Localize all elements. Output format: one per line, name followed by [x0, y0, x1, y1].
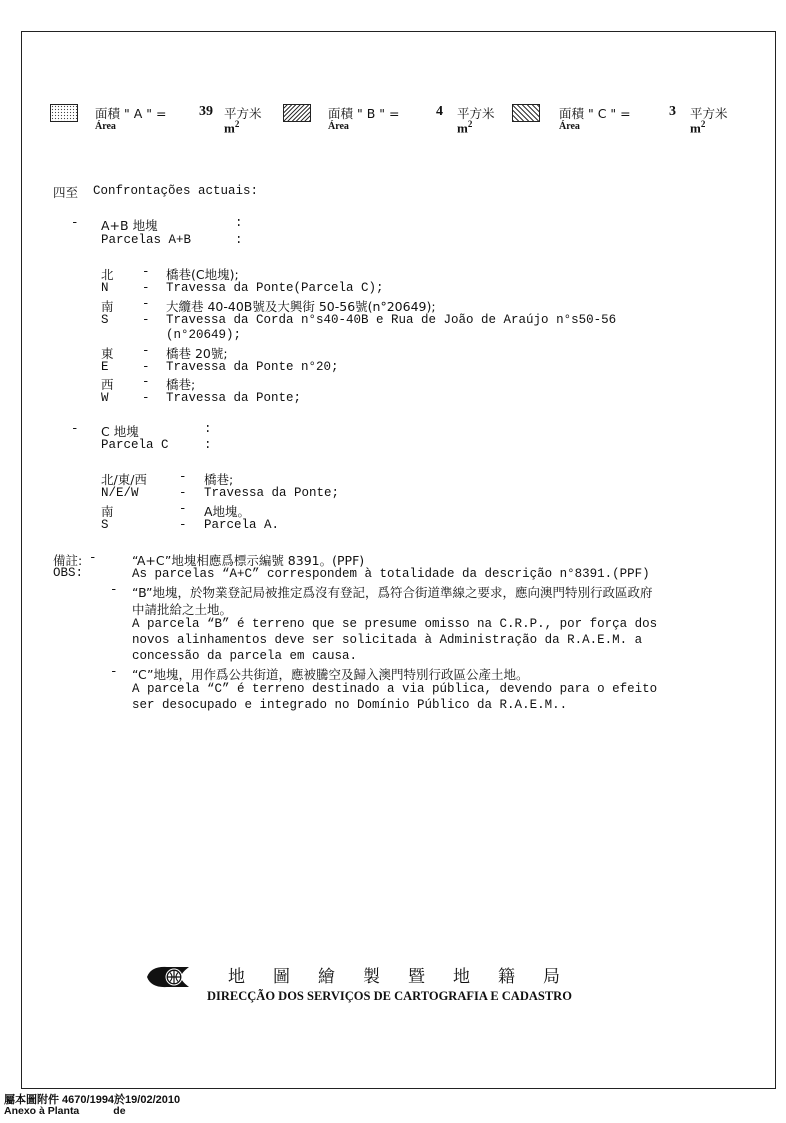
note-line: 中請批給之土地。 [132, 602, 233, 617]
area-b-unit: 平方米 [457, 106, 495, 121]
dscc-logo-icon [145, 963, 193, 991]
boundary-direction: 西 [101, 377, 114, 392]
boundary-separator: - [142, 297, 150, 311]
boundary-description: 橋巷(C地塊); [166, 267, 239, 282]
note-line: concessão da parcela em causa. [132, 649, 358, 663]
boundary-separator: - [142, 360, 150, 374]
section-title-zh: 四至 [53, 185, 79, 200]
boundary-separator: - [179, 518, 187, 532]
boundary-direction: 南 [101, 504, 114, 519]
note-line: “B”地塊，於物業登記局被推定爲沒有登記，爲符合街道準線之要求，應向澳門特別行政區政府 [132, 585, 653, 600]
boundary-description: Travessa da Ponte; [204, 486, 340, 500]
boundary-description: Parcela A. [204, 518, 280, 532]
boundary-description: Travessa da Ponte n°20; [166, 360, 339, 374]
boundary-description: A地塊。 [204, 504, 251, 519]
parcel-c-colon: : [204, 422, 212, 436]
dotted-pattern-swatch [50, 104, 78, 122]
parcel-c-heading-pt: Parcela C [101, 438, 169, 452]
boundary-direction: E [101, 360, 109, 374]
parcel-c-dash: - [71, 422, 79, 436]
area-c-label-pt: Área [559, 121, 580, 132]
boundary-direction: N [101, 281, 109, 295]
org-name-zh: 地圖繪製暨地籍局 [228, 967, 588, 987]
boundary-direction: S [101, 518, 109, 532]
notes-label-zh: 備註: [53, 553, 83, 568]
note-line: novos alinhamentos deve ser solicitada à Administração da R.A.E.M. a [132, 633, 643, 647]
parcel-ab-dash: - [71, 216, 79, 230]
boundary-description: 橋巷; [166, 377, 196, 392]
section-title-pt: Confrontações actuais: [93, 184, 259, 198]
boundary-direction: W [101, 391, 109, 405]
area-b-label-pt: Área [328, 121, 349, 132]
boundary-direction: 東 [101, 346, 114, 361]
boundary-description: 大纜巷 40-40B號及大興街 50-56號(n°20649); [166, 299, 436, 314]
boundary-separator: - [142, 344, 150, 358]
footer-annex-label: Anexo à Planta [4, 1105, 80, 1117]
area-b-unit-symbol: $m^2$ [457, 119, 473, 136]
parcel-c-heading-zh: C 地塊 [101, 424, 139, 439]
boundary-separator: - [142, 313, 150, 327]
boundary-separator: - [142, 265, 150, 279]
boundary-separator: - [142, 375, 150, 389]
boundary-description: 橋巷 20號; [166, 346, 228, 361]
area-a-label: 面積 " A " = [95, 106, 167, 121]
boundary-description: Travessa da Ponte(Parcela C); [166, 281, 384, 295]
boundary-separator: - [142, 281, 150, 295]
boundary-description: Travessa da Corda n°s40-40B e Rua de João de Araújo n°s50-56 [166, 313, 617, 327]
note-line: “C”地塊，用作爲公共街道，應被騰空及歸入澳門特別行政區公產土地。 [132, 667, 529, 682]
note-line: A parcela “C” é terreno destinado a via pública, devendo para o efeito [132, 682, 658, 696]
parcel-c-colon-pt: : [204, 438, 212, 452]
boundary-direction: 南 [101, 299, 114, 314]
note-dash: - [110, 665, 118, 679]
area-c-unit: 平方米 [690, 106, 728, 121]
notes-label-pt: OBS: [53, 566, 84, 580]
parcel-ab-heading-zh: A+B 地塊 [101, 218, 158, 233]
hatch-down-pattern-swatch [283, 104, 311, 122]
parcel-ab-colon: : [235, 216, 243, 230]
area-c-value: 3 [669, 104, 676, 119]
boundary-separator: - [179, 470, 187, 484]
area-a-label-pt: Área [95, 121, 116, 132]
area-b-label: 面積 " B " = [328, 106, 400, 121]
boundary-description: (n°20649); [166, 328, 242, 342]
hatch-up-pattern-swatch [512, 104, 540, 122]
org-name-pt: DIRECÇÃO DOS SERVIÇOS DE CARTOGRAFIA E CADASTRO [207, 989, 572, 1003]
note-line: As parcelas “A+C” correspondem à totalidade da descrição n°8391.(PPF) [132, 567, 650, 581]
parcel-ab-heading-pt: Parcelas A+B [101, 233, 192, 247]
footer-annex-pt [4, 1105, 126, 1117]
note-dash: - [110, 583, 118, 597]
boundary-separator: - [179, 502, 187, 516]
footer-annex-zh: 屬本圖附件 4670/1994於19/02/2010 [4, 1094, 181, 1106]
area-a-unit-symbol: $m^2$ [224, 119, 240, 136]
boundary-direction: 北 [101, 267, 114, 282]
area-a-unit: 平方米 [224, 106, 262, 121]
boundary-separator: - [179, 486, 187, 500]
area-c-label: 面積 " C " = [559, 106, 631, 121]
area-a-value: 39 [199, 104, 213, 119]
area-legend [50, 104, 750, 140]
note-line: ser desocupado e integrado no Domínio Público da R.A.E.M.. [132, 698, 568, 712]
boundary-description: Travessa da Ponte; [166, 391, 302, 405]
area-c-unit-symbol: $m^2$ [690, 119, 706, 136]
note-line: “A+C”地塊相應爲標示編號 8391。(PPF) [132, 553, 365, 568]
footer-annex-de: de [113, 1105, 126, 1117]
parcel-ab-colon-pt: : [235, 233, 243, 247]
note-line: A parcela “B” é terreno que se presume omisso na C.R.P., por força dos [132, 617, 658, 631]
boundary-direction: N/E/W [101, 486, 139, 500]
boundary-direction: S [101, 313, 109, 327]
area-b-value: 4 [436, 104, 443, 119]
note-dash: - [89, 551, 97, 565]
boundary-description: 橋巷; [204, 472, 234, 487]
boundary-separator: - [142, 391, 150, 405]
boundary-direction: 北/東/西 [101, 472, 147, 487]
